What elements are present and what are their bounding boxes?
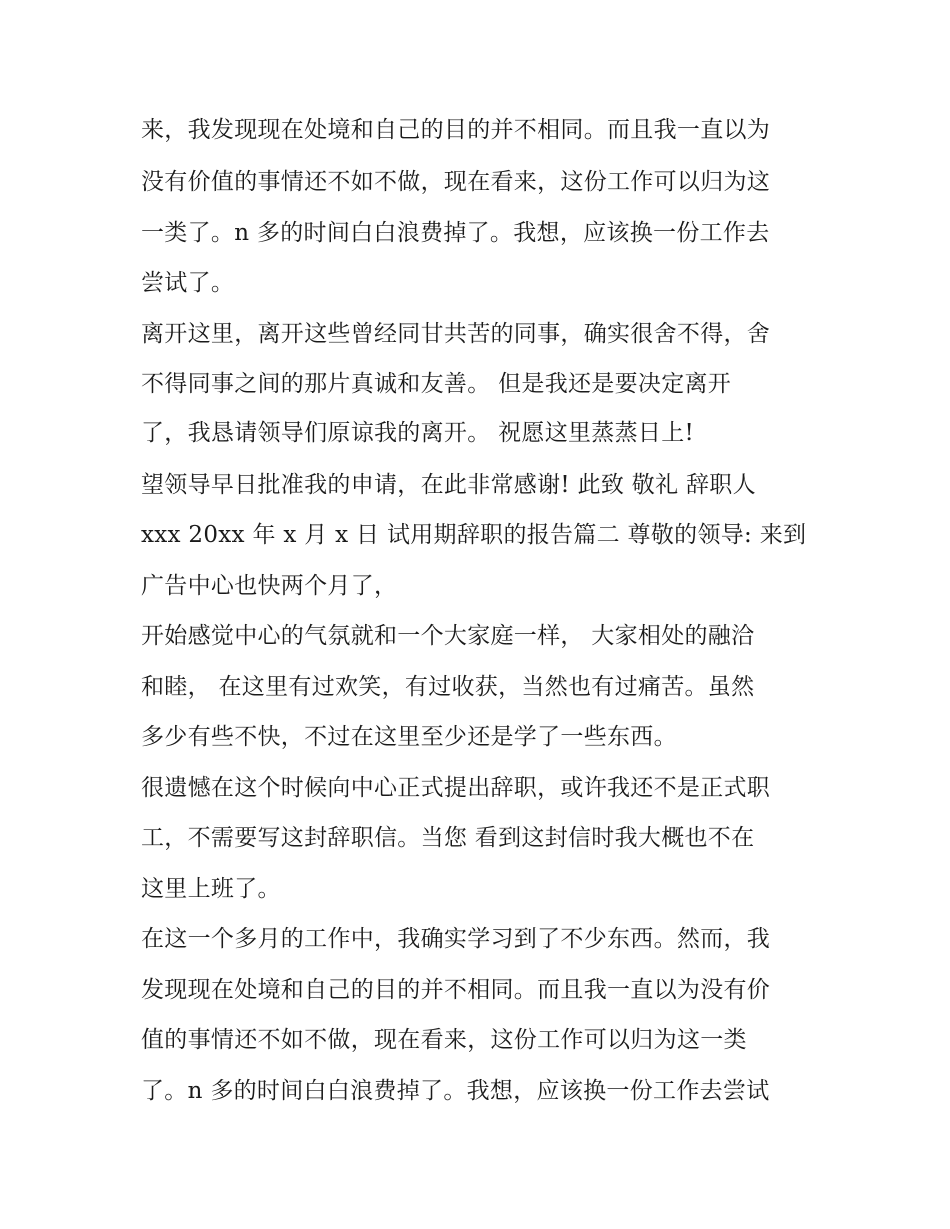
text-line-5: 离开这里，离开这些曾经同甘共苦的同事，确实很舍不得，舍 (141, 321, 771, 347)
text-line-2: 没有价值的事情还不如不做，现在看来，这份工作可以归为这 (141, 169, 771, 195)
text-line-16: 这里上班了。 (141, 876, 281, 902)
text-line-7: 了，我恳请领导们原谅我的离开。 祝愿这里蒸蒸日上! (141, 420, 695, 446)
text-line-9: xxx 20xx 年 x 月 x 日 试用期辞职的报告篇二 尊敬的领导: 来到 (141, 522, 807, 548)
text-line-19: 值的事情还不如不做，现在看来，这份工作可以归为这一类 (141, 1027, 747, 1053)
text-line-14: 很遗憾在这个时候向中心正式提出辞职，或许我还不是正式职 (141, 775, 771, 801)
text-line-4: 尝试了。 (141, 270, 235, 296)
text-line-6: 不得同事之间的那片真诚和友善。 但是我还是要决定离开 (141, 371, 732, 397)
text-line-13: 多少有些不快，不过在这里至少还是学了一些东西。 (141, 724, 677, 750)
text-line-10: 广告中心也快两个月了， (141, 573, 398, 599)
text-line-12: 和睦， 在这里有过欢笑，有过收获，当然也有过痛苦。虽然 (141, 674, 755, 700)
text-line-15: 工，不需要写这封辞职信。当您 看到这封信时我大概也不在 (141, 825, 755, 851)
text-line-17: 在这一个多月的工作中，我确实学习到了不少东西。然而，我 (141, 926, 771, 952)
text-line-8: 望领导早日批准我的申请，在此非常感谢! 此致 敬礼 辞职人 (141, 472, 756, 498)
text-line-3: 一类了。n 多的时间白白浪费掉了。我想，应该换一份工作去 (141, 220, 770, 246)
text-line-20: 了。n 多的时间白白浪费掉了。我想，应该换一份工作去尝试 (141, 1078, 770, 1104)
text-line-1: 来，我发现现在处境和自己的目的并不相同。而且我一直以为 (141, 117, 771, 143)
text-line-11: 开始感觉中心的气氛就和一个大家庭一样， 大家相处的融洽 (141, 623, 755, 649)
text-line-18: 发现现在处境和自己的目的并不相同。而且我一直以为没有价 (141, 977, 771, 1003)
